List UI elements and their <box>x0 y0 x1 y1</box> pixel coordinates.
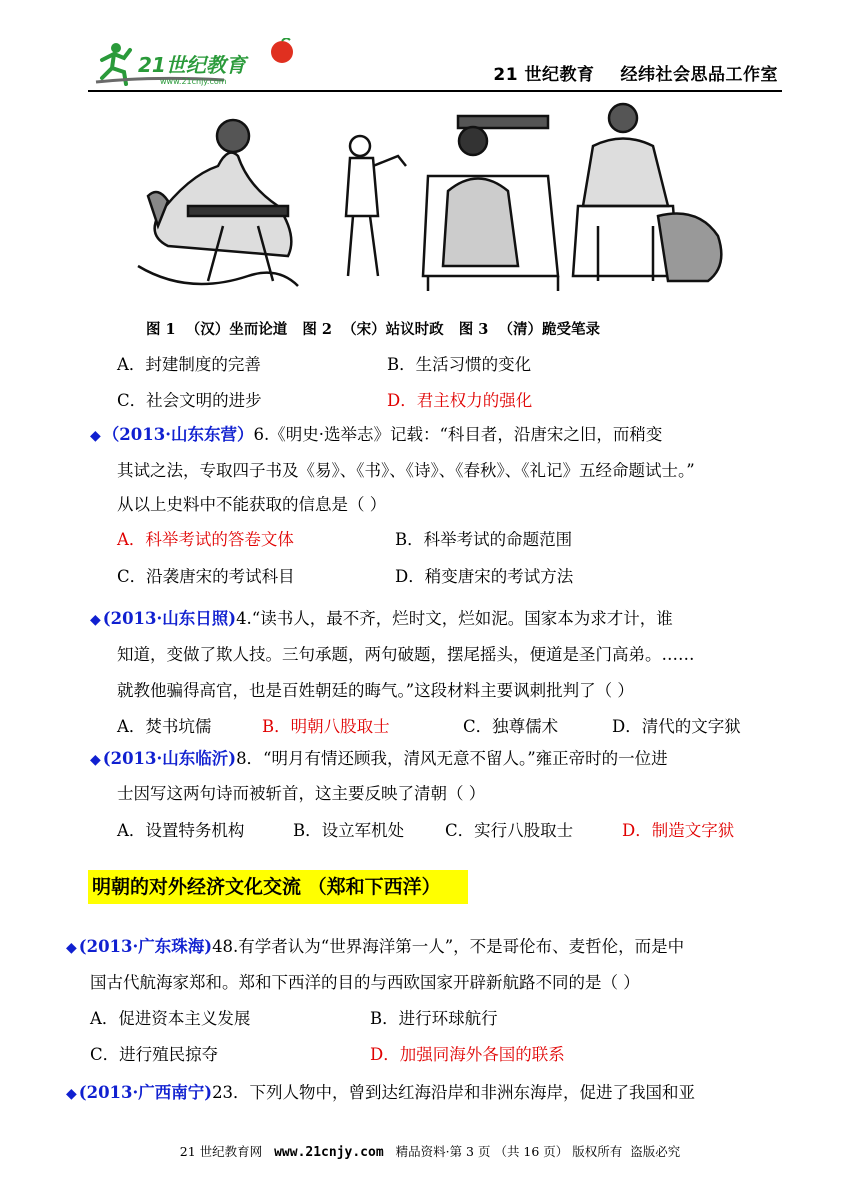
historical-illustration <box>128 96 736 296</box>
svg-text:www.21cnjy.com: www.21cnjy.com <box>160 77 227 86</box>
q4-option-b: B．明朝八股取士 <box>262 717 390 736</box>
q23-source: (2013·广西南宁) <box>78 1083 213 1102</box>
q4-line1 <box>90 608 673 631</box>
q48-line1 <box>66 936 684 959</box>
q48-line2: 国古代航海家郑和。郑和下西洋的目的与西欧国家开辟新航路不同的是（ ） <box>90 973 640 992</box>
q48-option-d: D．加强同海外各国的联系 <box>370 1045 565 1064</box>
q8-option-a: A．设置特务机构 <box>117 821 245 840</box>
q48-option-c: C．进行殖民掠夺 <box>90 1045 219 1064</box>
footer-page: 精品资料·第 3 页 （共 16 页） 版权所有 盗版必究 <box>395 1144 681 1159</box>
q8-line2: 士因写这两句诗而被斩首，这主要反映了清朝（ ） <box>117 784 486 803</box>
prev-option-b: B．生活习惯的变化 <box>387 355 532 374</box>
figure-caption: 图 1 （汉）坐而论道 图 2 （宋）站议时政 图 3 （清）跪受笔录 <box>146 321 600 338</box>
qing-figures-illustration <box>573 104 721 281</box>
header-org: 21 世纪教育 <box>493 65 595 85</box>
q6-option-b: B．科举考试的命题范围 <box>395 530 573 549</box>
diamond-bullet-icon: ◆ <box>66 1086 77 1102</box>
q6-source: （2013·山东东营） <box>102 425 254 444</box>
q4-line3: 就教他骗得高官，也是百姓朝廷的晦气。”这段材料主要讽刺批判了（ ） <box>117 681 634 700</box>
prev-option-a: A．封建制度的完善 <box>117 355 261 374</box>
header-studio: 经纬社会思品工作室 <box>620 65 778 85</box>
q4-option-a: A．焚书坑儒 <box>117 717 212 736</box>
q48-text1: 48.有学者认为“世界海洋第一人”，不是哥伦布、麦哲伦，而是中 <box>212 937 685 956</box>
header-title <box>493 60 778 85</box>
section-heading: 明朝的对外经济文化交流 （郑和下西洋） <box>88 870 468 904</box>
footer-site: 21 世纪教育网 <box>179 1144 263 1159</box>
q6-line1 <box>90 424 662 447</box>
q8-option-b: B．设立军机处 <box>293 821 405 840</box>
q6-option-d: D．稍变唐宋的考试方法 <box>395 567 574 586</box>
q4-line2: 知道，变做了欺人技。三句承题，两句破题，摆尾摇头，便道是圣门高弟。…… <box>117 645 695 664</box>
page-footer <box>0 1142 860 1160</box>
han-figure-illustration <box>138 120 298 286</box>
q23-line1 <box>66 1082 695 1105</box>
diamond-bullet-icon: ◆ <box>90 428 101 444</box>
q4-option-d: D．清代的文字狱 <box>612 717 741 736</box>
q6-line3: 从以上史料中不能获取的信息是（ ） <box>117 495 387 514</box>
site-logo <box>94 38 304 88</box>
q23-text1: 23．下列人物中，曾到达红海沿岸和非洲东海岸，促进了我国和亚 <box>212 1083 696 1102</box>
q48-source: (2013·广东珠海) <box>78 937 213 956</box>
q4-source: (2013·山东日照) <box>102 609 237 628</box>
q8-option-d: D．制造文字狱 <box>622 821 735 840</box>
q8-text1: 8．“明月有情还顾我，清风无意不留人。”雍正帝时的一位进 <box>236 749 668 768</box>
q8-source: (2013·山东临沂) <box>102 749 237 768</box>
q6-line2: 其试之法，专取四子书及《易》、《书》、《诗》、《春秋》、《礼记》五经命题试士。” <box>117 461 695 480</box>
q6-text1: 6.《明史·选举志》记载：“科目者，沿唐宋之旧，而稍变 <box>253 425 663 444</box>
diamond-bullet-icon: ◆ <box>90 752 101 768</box>
prev-option-d: D．君主权力的强化 <box>387 391 533 410</box>
q8-option-c: C．实行八股取士 <box>445 821 574 840</box>
q48-option-a: A．促进资本主义发展 <box>90 1009 251 1028</box>
prev-option-c: C．社会文明的进步 <box>117 391 262 410</box>
song-figures-illustration <box>346 116 558 291</box>
q6-option-c: C．沿袭唐宋的考试科目 <box>117 567 295 586</box>
q6-option-a: A．科举考试的答卷文体 <box>117 530 294 549</box>
q8-line1 <box>90 748 668 771</box>
diamond-bullet-icon: ◆ <box>90 612 101 628</box>
footer-url[interactable]: www.21cnjy.com <box>274 1145 384 1160</box>
page-header <box>88 20 782 92</box>
q48-option-b: B．进行环球航行 <box>370 1009 498 1028</box>
q4-text1: 4.“读书人，最不齐，烂时文，烂如泥。国家本为求才计，谁 <box>236 609 673 628</box>
q4-option-c: C．独尊儒术 <box>463 717 559 736</box>
svg-text:21世纪教育: 21世纪教育 <box>138 53 246 77</box>
diamond-bullet-icon: ◆ <box>66 940 77 956</box>
